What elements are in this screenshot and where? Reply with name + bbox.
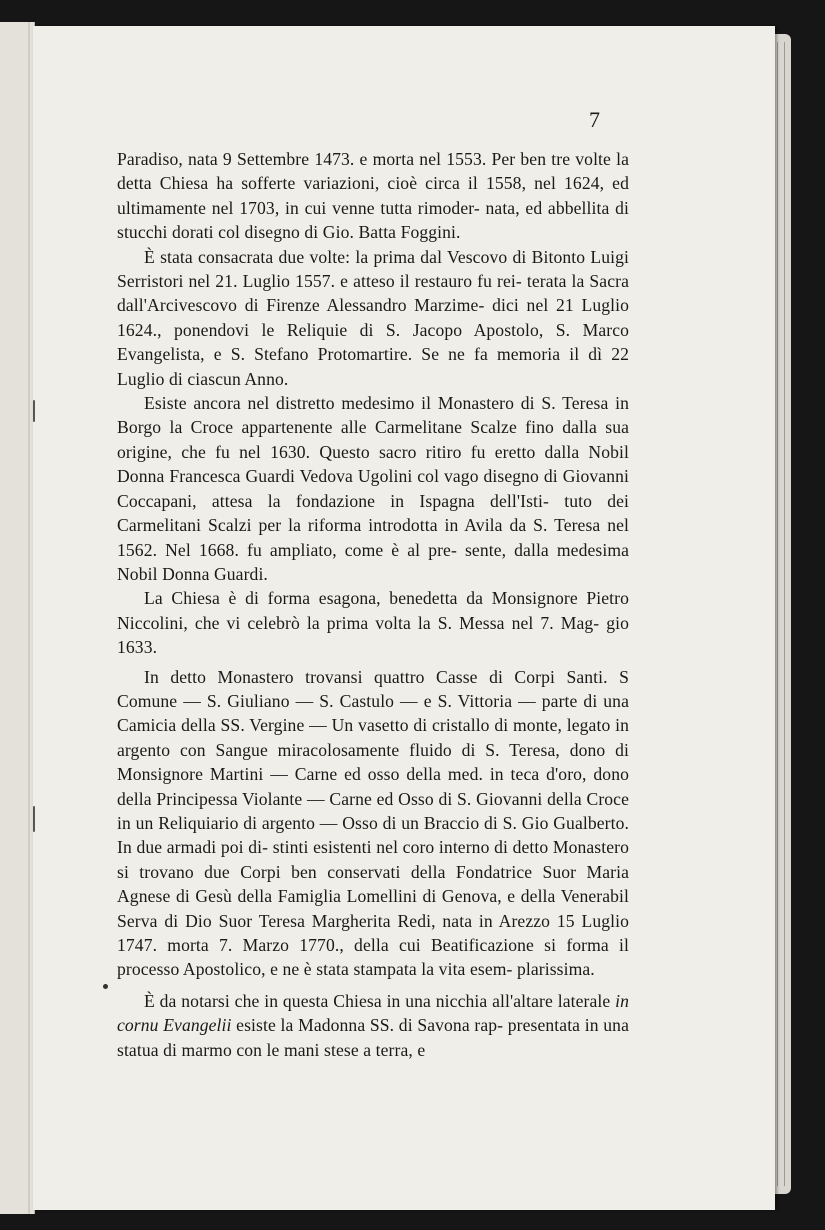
paragraph: Paradiso, nata 9 Settembre 1473. e morta nel 1553. Per ben tre volte la detta Chiesa ha sofferte variazioni, cioè circa il 1558, nel 1624, ed ultimamente nel 1703, in cui venne tutta rimoder- nata, ed abbellita di stucchi dorati col disegno di Gio. Batta Foggini. bbox=[117, 149, 629, 243]
paragraph: Esiste ancora nel distretto medesimo il Monastero di S. Teresa in Borgo la Croce appartenente alle Carmelitane Scalze fino dalla sua origine, che fu nel 1630. Questo sacro ritiro fu eretto dalla Nobil Donna Francesca Guardi Vedova Ugolini col vago disegno di Giovanni Coccapani, attesa la fondazione in Ispagna dell'Isti- tuto dei Carmelitani Scalzi per la riforma introdotta in Avila da S. Teresa nel 1562. Nel 1668. fu ampliato, come è al pre- sente, dalla medesima Nobil Donna Guardi. bbox=[117, 393, 630, 584]
paragraph: La Chiesa è di forma esagona, benedetta da Monsignore Pietro Niccolini, che vi celebrò la prima volta la S. Messa nel 7. Mag- gio 1633. bbox=[117, 588, 629, 658]
page-number: 7 bbox=[589, 107, 600, 132]
paragraph: È stata consacrata due volte: la prima dal Vescovo di Bitonto Luigi Serristori nel 21. Luglio 1557. e atteso il restauro fu rei- terata la Sacra dall'Arcivescovo di Firenze Alessandro Marzime- dici nel 21 Luglio 1624., ponendovi le Reliquie di S. Jacopo Apostolo, S. Marco Evangelista, e S. Stefano Protomartire. Se ne fa memoria il dì 22 Luglio di ciascun Anno. bbox=[117, 246, 630, 389]
facing-page-edge bbox=[0, 22, 35, 1214]
margin-dot bbox=[103, 984, 108, 989]
paragraph: È da notarsi che in questa Chiesa in una nicchia all'altare laterale in cornu Evangelii esiste la Madonna SS. di Savona rap- presentata in una statua di marmo con le mani stese a terra, e bbox=[117, 990, 629, 1060]
paragraph: In detto Monastero trovansi quattro Casse di Corpi Santi. S Comune — S. Giuliano — S. Castulo — e S. Vittoria — parte di una Camicia della SS. Vergine — Un vasetto di cristallo di monte, legato in argento con Sangue miracolosamente fluido di S. Teresa, dono di Monsignore Martini — Carne ed osso della med. in teca d'oro, dono della Principessa Violante — Carne ed Osso di S. Giovanni della Croce in un Reliquiario di argento — Osso di un Braccio di S. Gio Gualberto. In due armadi poi di- stinti esistenti nel coro interno di detto Monastero si trovano due Corpi ben conservati della Fondatrice Suor Maria Agnese di Gesù della Famiglia Lomellini di Genova, e della Venerabil Serva di Dio Suor Teresa Margherita Redi, nata in Arezzo 15 Luglio 1747. morta 7. Marzo 1770., della cui Beatificazione si forma il processo Apostolico, e ne è stata stampata la vita esem- plarissima. bbox=[117, 666, 630, 980]
body-text bbox=[117, 147, 629, 1062]
latin-phrase: in cornu Evangelii bbox=[117, 990, 629, 1036]
